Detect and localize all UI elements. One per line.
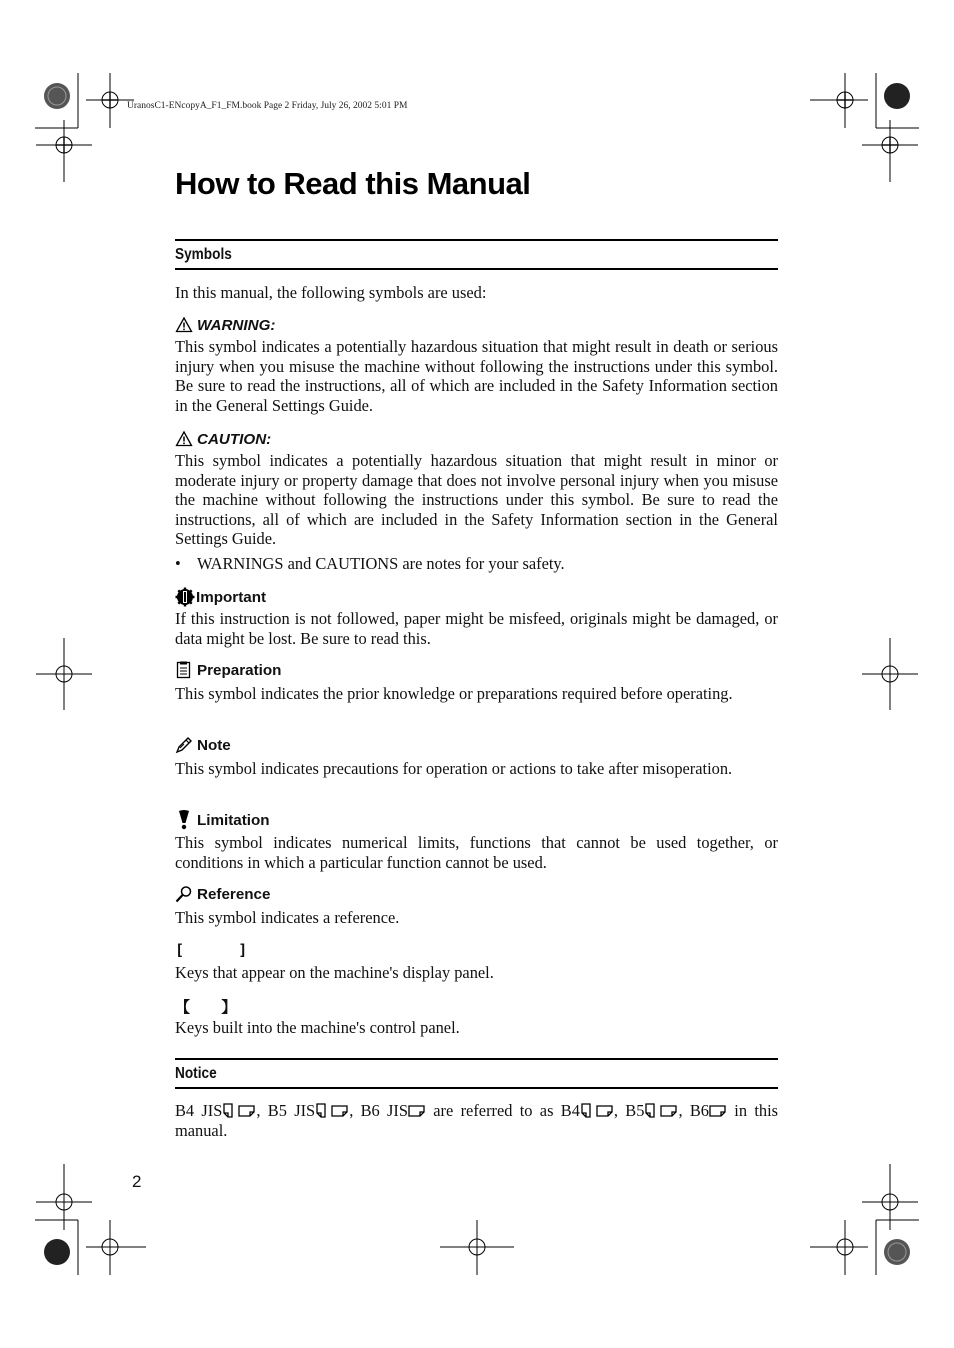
caution-text: This symbol indicates a potentially hazardous situation that might result in minor or moderate injury or property damage that does not involve personal injury when you misuse the machine without following the instructions under this symbol. Be sure to read the instructions, all of which are included in the Safety Information section in the General Settings Guide. [175,451,778,549]
portrait-paper-icon [315,1103,331,1118]
caution-label: CAUTION: [175,430,271,448]
page-number: 2 [132,1172,142,1191]
symbols-intro: In this manual, the following symbols are used: [175,283,487,302]
note-text: This symbol indicates precautions for operation or actions to take after misoperation. [175,759,733,778]
reference-magnifier-icon [175,885,193,903]
safety-bullet: • WARNINGS and CAUTIONS are notes for your safety. [175,554,565,573]
landscape-paper-icon [408,1103,426,1118]
section-header-symbols [175,239,778,270]
caution-triangle-icon [175,430,193,448]
portrait-paper-icon [580,1103,596,1118]
preparation-text: This symbol indicates the prior knowledge or preparations required before operating. [175,684,733,703]
note-pencil-icon [175,736,193,754]
landscape-paper-icon [709,1103,727,1118]
note-label: Note [175,736,231,754]
display-keys-text: Keys that appear on the machine's display panel. [175,963,494,982]
preparation-clipboard-icon [175,661,193,679]
warning-text: This symbol indicates a potentially hazardous situation that might result in death or serious injury when you misuse the machine without following the instructions under this symbol. Be sure to read the instructions, all of which are included in the Safety Information section in the General Settings Guide. [175,337,778,415]
notice-text: B4 JIS , B5 JIS , B6 JIS are referred to as B4 , B5 , B6 in this manual. [175,1101,779,1140]
display-key-brackets: [ ] [175,941,248,959]
landscape-paper-icon [331,1103,349,1118]
limitation-exclamation-icon [175,810,193,830]
warning-triangle-icon [175,316,193,334]
important-text: If this instruction is not followed, paper might be misfeed, originals might be damaged, or data might be lost. Be sure to read this. [175,609,778,648]
print-slug: UranosC1-ENcopyA_F1_FM.book Page 2 Friday, July 26, 2002 5:01 PM [127,101,408,111]
landscape-paper-icon [660,1103,678,1118]
page-title: How to Read this Manual [175,166,531,201]
bullet-dot: • [175,554,181,573]
section-header-notice [175,1058,778,1089]
portrait-paper-icon [644,1103,660,1118]
landscape-paper-icon [238,1103,256,1118]
control-key-brackets: 【 】 [175,998,237,1016]
portrait-paper-icon [222,1103,238,1118]
preparation-label: Preparation [175,661,281,679]
reference-label: Reference [175,885,270,903]
reference-text: This symbol indicates a reference. [175,908,400,927]
warning-label: WARNING: [175,316,275,334]
limitation-text: This symbol indicates numerical limits, functions that cannot be used together, or conditions in which a particular function cannot be used. [175,833,778,872]
section-heading: Symbols [175,246,232,263]
limitation-label: Limitation [175,810,270,830]
landscape-paper-icon [596,1103,614,1118]
section-heading: Notice [175,1065,217,1082]
important-gear-icon [175,587,195,607]
control-keys-text: Keys built into the machine's control panel. [175,1018,460,1037]
important-label: Important [175,587,266,607]
